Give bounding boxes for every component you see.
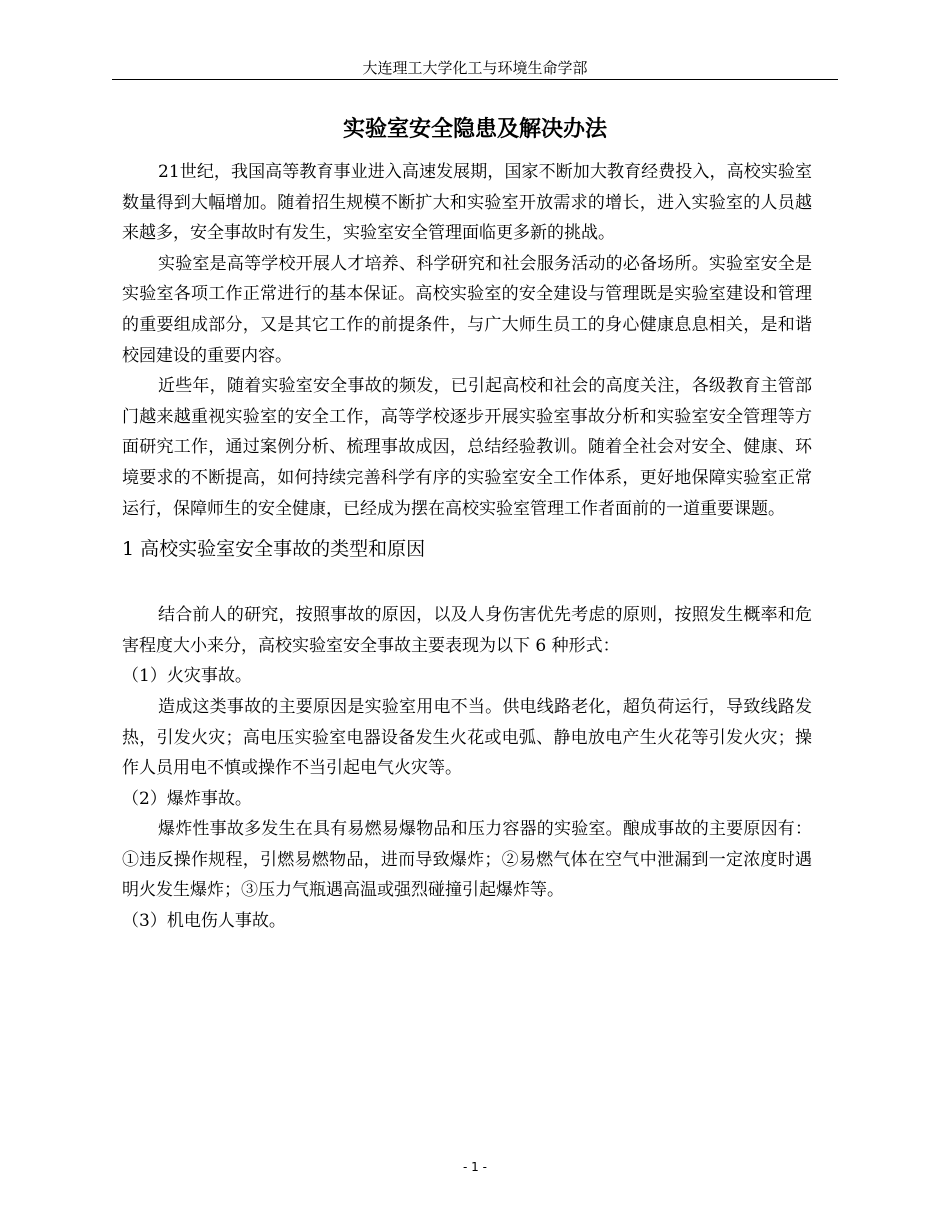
section-intro: 结合前人的研究，按照事故的原因，以及人身伤害优先考虑的原则，按照发生概率和危害程度大小来分，高校实验室安全事故主要表现为以下 6 种形式： [122, 605, 812, 656]
item-title-explosion: （2）爆炸事故。 [122, 788, 252, 809]
running-header: 大连理工大学化工与环境生命学部 [362, 59, 588, 77]
page-number: - 1 - [463, 1160, 487, 1174]
paragraph-3: 近些年，随着实验室安全事故的频发，已引起高校和社会的高度关注，各级教育主管部门越来越重视实验室的安全工作，高等学校逐步开展实验室事故分析和实验室安全管理等方面研究工作，通过案例分析、梳理事故成因，总结经验教训。随着全社会对安全、健康、环境要求的不断提高，如何持续完善科学有序的实验室安全工作体系，更好地保障实验室正常运行，保障师生的安全健康，已经成为摆在高校实验室管理工作者面前的一道重要课题。 [122, 376, 812, 519]
item-text-explosion: 爆炸性事故多发生在具有易燃易爆物品和压力容器的实验室。酿成事故的主要原因有：①违反操作规程，引燃易燃物品，进而导致爆炸；②易燃气体在空气中泄漏到一定浓度时遇明火发生爆炸；③压力气瓶遇高温或强烈碰撞引起爆炸等。 [122, 819, 812, 901]
item-title-fire: （1）火灾事故。 [122, 666, 252, 687]
document-body [122, 157, 812, 937]
section-heading: 1 高校实验室安全事故的类型和原因 [122, 538, 426, 561]
document-title: 实验室安全隐患及解决办法 [342, 116, 607, 142]
header-divider [112, 79, 838, 80]
item-text-fire: 造成这类事故的主要原因是实验室用电不当。供电线路老化，超负荷运行，导致线路发热，引发火灾；高电压实验室电器设备发生火花或电弧、静电放电产生火花等引发火灾；操作人员用电不慎或操作不当引起电气火灾等。 [122, 696, 812, 779]
paragraph-1: 21世纪，我国高等教育事业进入高速发展期，国家不断加大教育经费投入，高校实验室数量得到大幅增加。随着招生规模不断扩大和实验室开放需求的增长，进入实验室的人员越来越多，安全事故时有发生，实验室安全管理面临更多新的挑战。 [122, 162, 812, 244]
item-title-electromechanical: （3）机电伤人事故。 [122, 911, 286, 932]
paragraph-2: 实验室是高等学校开展人才培养、科学研究和社会服务活动的必备场所。实验室安全是实验室各项工作正常进行的基本保证。高校实验室的安全建设与管理既是实验室建设和管理的重要组成部分，又是其它工作的前提条件，与广大师生员工的身心健康息息相关，是和谐校园建设的重要内容。 [122, 253, 812, 366]
